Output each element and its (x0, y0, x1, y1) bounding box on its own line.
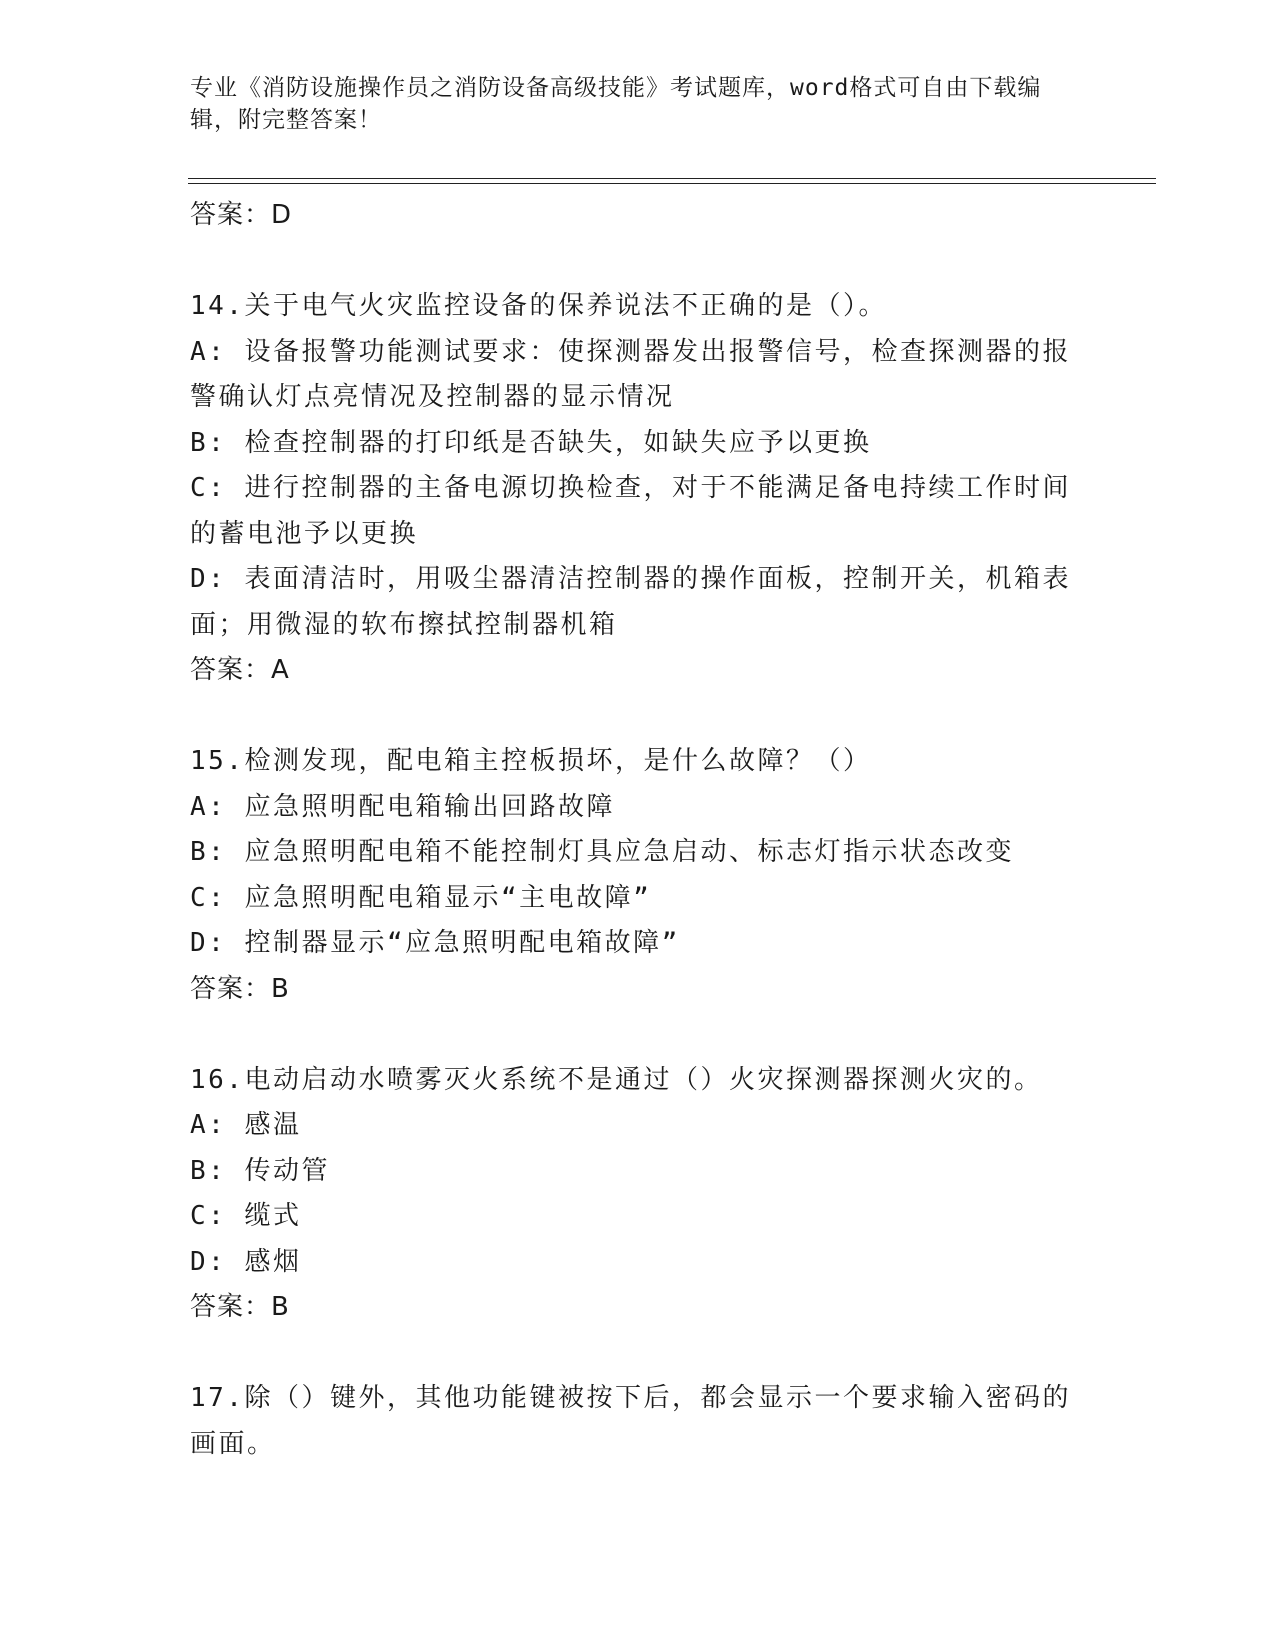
question-stem: 14.关于电气火灾监控设备的保养说法不正确的是（）。 (190, 291, 887, 321)
option-b: B: 传动管 (190, 1155, 330, 1186)
question-stem: 16.电动启动水喷雾灭火系统不是通过（）火灾探测器探测火灾的。 (190, 1064, 1043, 1095)
spacer (190, 1012, 1090, 1058)
answer-line: 答案：B (190, 973, 290, 1004)
answer-line: 答案：B (190, 1292, 290, 1322)
answer-line: 答案：D (190, 200, 293, 230)
page-header (190, 72, 1090, 136)
question-14 (190, 284, 1090, 694)
option-b: B: 应急照明配电箱不能控制灯具应急启动、标志灯指示状态改变 (190, 837, 1014, 867)
option-d: D: 控制器显示“应急照明配电箱故障” (190, 928, 680, 958)
question-stem: 15.检测发现，配电箱主控板损坏，是什么故障？（） (190, 746, 872, 776)
option-c-cont: 的蓄电池予以更换 (190, 518, 419, 549)
question-16 (190, 1058, 1090, 1331)
option-d: D: 感烟 (190, 1246, 302, 1277)
option-a: A: 应急照明配电箱输出回路故障 (190, 791, 615, 822)
option-a: A: 设备报警功能测试要求：使探测器发出报警信号，检查探测器的报 (190, 336, 1071, 367)
question-list (190, 193, 1090, 1467)
header-divider (188, 183, 1156, 184)
option-d-cont: 面；用微湿的软布擦拭控制器机箱 (190, 609, 618, 640)
question-15 (190, 739, 1090, 1012)
question-stem-cont: 画面。 (190, 1428, 276, 1459)
header-line: 专业《消防设施操作员之消防设备高级技能》考试题库，word格式可自由下载编 (190, 75, 1042, 101)
spacer (190, 694, 1090, 740)
spacer (190, 239, 1090, 285)
option-a: A: 感温 (190, 1110, 302, 1140)
header-divider (188, 178, 1156, 179)
answer-line: 答案：A (190, 655, 290, 685)
option-b: B: 检查控制器的打印纸是否缺失，如缺失应予以更换 (190, 427, 872, 458)
option-c: C: 缆式 (190, 1201, 302, 1231)
question-stem: 17.除（）键外，其他功能键被按下后，都会显示一个要求输入密码的 (190, 1383, 1071, 1413)
option-c: C: 进行控制器的主备电源切换检查，对于不能满足备电持续工作时间 (190, 473, 1071, 503)
question-17 (190, 1376, 1090, 1467)
header-line: 辑，附完整答案！ (190, 107, 382, 133)
option-a-cont: 警确认灯点亮情况及控制器的显示情况 (190, 382, 675, 412)
option-d: D: 表面清洁时，用吸尘器清洁控制器的操作面板，控制开关，机箱表 (190, 564, 1071, 594)
option-c: C: 应急照明配电箱显示“主电故障” (190, 882, 652, 913)
spacer (190, 1331, 1090, 1377)
